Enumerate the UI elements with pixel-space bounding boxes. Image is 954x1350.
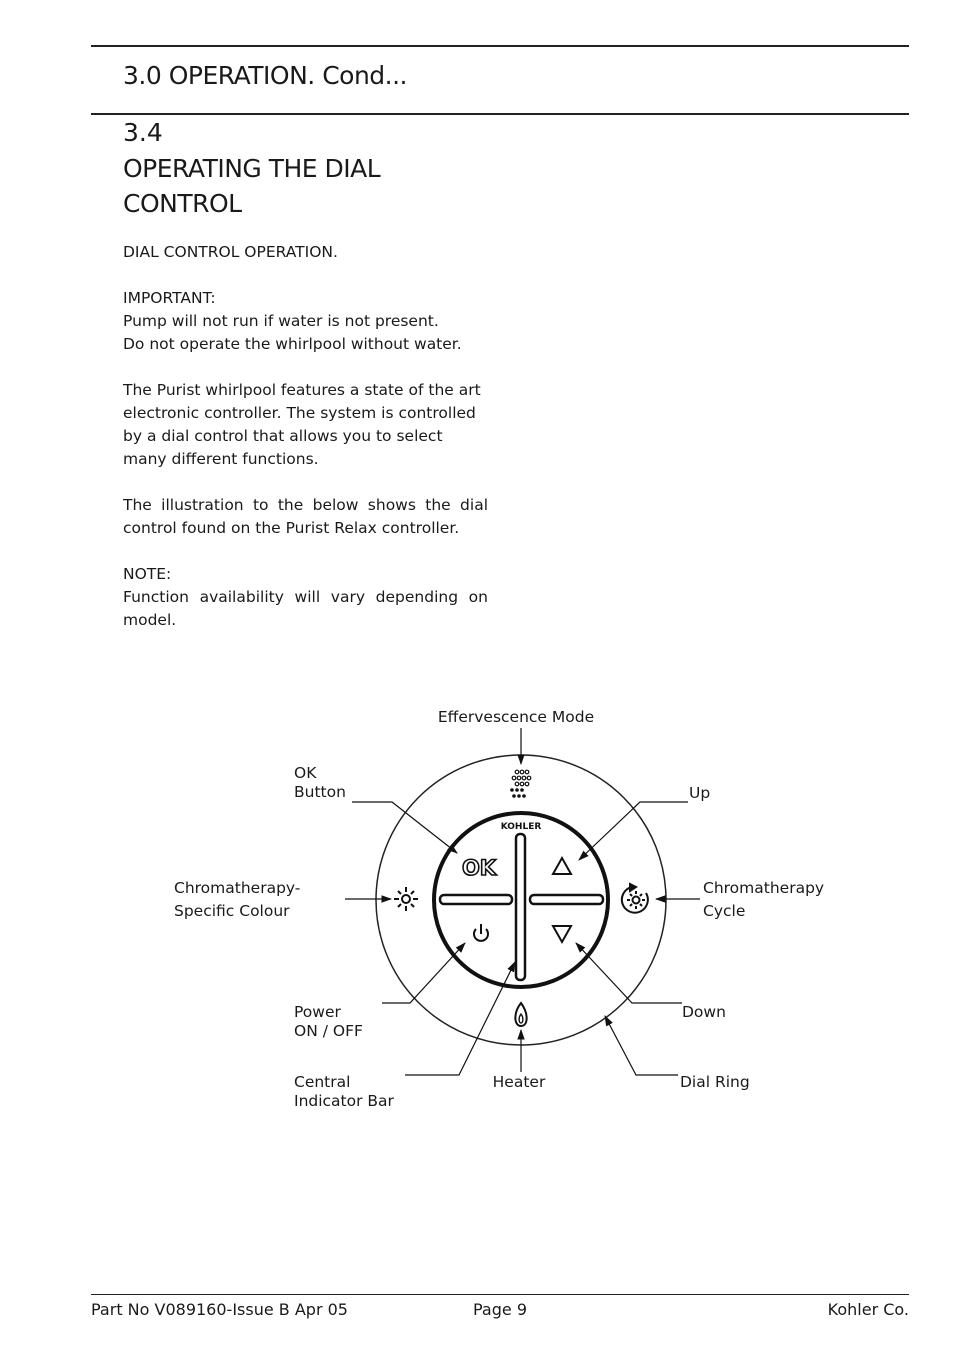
label-dial-ring: Dial Ring [680, 1073, 750, 1091]
label-effervescence: Effervescence Mode [437, 708, 595, 726]
dial-control-diagram [0, 690, 954, 1130]
important-block [123, 287, 488, 356]
top-rule [91, 45, 909, 47]
label-power-2: ON / OFF [294, 1022, 363, 1040]
label-chroma-cycle-2: Cycle [703, 902, 746, 920]
note-block [123, 563, 488, 632]
section-rule [91, 113, 909, 115]
label-chroma-cycle-1: Chromatherapy [703, 879, 825, 897]
ok-button[interactable]: OK [461, 856, 497, 880]
footer-page-number: Page 9 [473, 1300, 527, 1319]
important-line-1: Pump will not run if water is not present. [123, 312, 439, 330]
label-chroma-specific-1: Chromatherapy- [174, 879, 301, 897]
section-title: 3.0 OPERATION. Cond... [123, 61, 407, 90]
label-chroma-specific-2: Specific Colour [174, 902, 290, 920]
subsection-title: OPERATING THE DIAL CONTROL [123, 154, 381, 218]
label-ok-1: OK [294, 764, 317, 782]
important-label: IMPORTANT: [123, 289, 216, 307]
note-text: Function availability will vary depending on model. [123, 588, 488, 629]
note-label: NOTE: [123, 565, 172, 583]
paragraph-controller: The Purist whirlpool features a state of the art electronic controller. The system is controlled by a dial control that allows you to select many different functions. [123, 381, 481, 468]
kohler-brand: KOHLER [500, 822, 542, 832]
body-text [123, 241, 488, 655]
dial-ring-leader [605, 1016, 678, 1075]
paragraph-illustration: The illustration to the below shows the dial control found on the Purist Relax controller. [123, 496, 488, 537]
footer-rule [91, 1294, 909, 1295]
label-power-1: Power [294, 1003, 341, 1021]
label-ok-2: Button [294, 783, 346, 801]
label-heater: Heater [492, 1073, 546, 1091]
subsection-number: 3.4 [123, 118, 163, 147]
important-line-2: Do not operate the whirlpool without water. [123, 335, 462, 353]
footer-part-number: Part No V089160-Issue B Apr 05 [91, 1300, 348, 1319]
label-down: Down [682, 1003, 726, 1021]
label-up: Up [689, 784, 711, 802]
label-central-1: Central [294, 1073, 351, 1091]
intro-text: DIAL CONTROL OPERATION. [123, 243, 338, 261]
label-central-2: Indicator Bar [294, 1092, 394, 1110]
footer-company: Kohler Co. [827, 1300, 909, 1319]
